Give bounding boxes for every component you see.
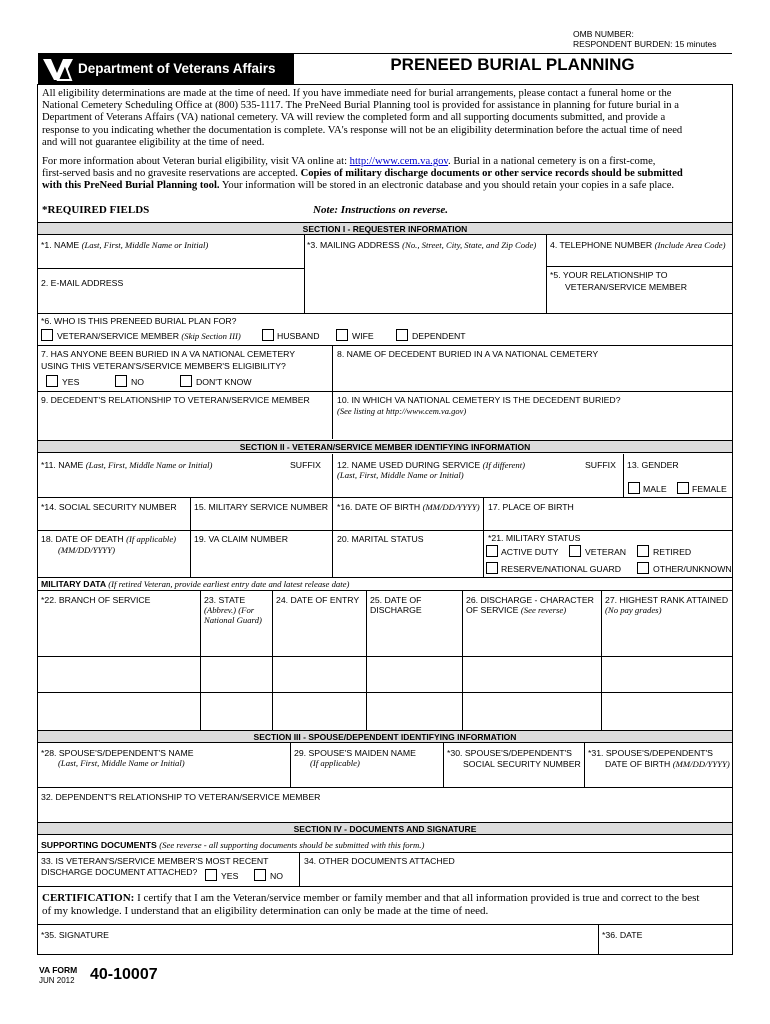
f20-marital-status-input[interactable] bbox=[333, 546, 483, 576]
f5-relationship-input[interactable] bbox=[547, 294, 732, 312]
f6-dependent-label: DEPENDENT bbox=[412, 331, 466, 341]
f14-ssn-input[interactable] bbox=[38, 514, 190, 530]
f21-retired-label: RETIRED bbox=[653, 547, 692, 557]
intro-paragraph-1: All eligibility determinations are made at the time of need. If you have immediate need for burial arrangements, please contact a funeral home or the National Cemetery Scheduling Office at (800) 535-1117. The PreNeed Burial Planning tool is provided for assistance in planning for future burial in a Department of Veterans Affairs (VA) national cemetery. VA will review the completed form and all supporting documents submitted, and provide a response to you indicating whether the documentation is complete. VA's response will not be an eligibility determination before the actual time of need and will not guarantee eligibility at the time of need. bbox=[42, 88, 683, 148]
f19-claim-number-input[interactable] bbox=[191, 546, 332, 576]
va-form-label: VA FORM bbox=[39, 965, 78, 975]
f16-label: *16. DATE OF BIRTH (MM/DD/YYYY) bbox=[337, 502, 480, 512]
f24-label: 24. DATE OF ENTRY bbox=[276, 595, 360, 605]
f6-veteran-label: VETERAN/SERVICE MEMBER (Skip Section III) bbox=[57, 331, 241, 341]
form-title: PRENEED BURIAL PLANNING bbox=[390, 55, 635, 74]
supporting-docs-label: SUPPORTING DOCUMENTS (See reverse - all supporting documents should be submitted with this form.) bbox=[41, 840, 425, 850]
f7-yes-label: YES bbox=[62, 377, 80, 387]
f18-date-of-death-input[interactable] bbox=[38, 557, 190, 576]
f7-dont-know-label: DON'T KNOW bbox=[196, 377, 252, 387]
f16-dob-input[interactable] bbox=[333, 514, 483, 530]
f11-name-input[interactable] bbox=[38, 472, 332, 496]
va-logo-icon bbox=[42, 56, 74, 82]
f33-yes-checkbox[interactable] bbox=[205, 869, 217, 881]
f5-label-b: VETERAN/SERVICE MEMBER bbox=[565, 282, 687, 292]
f9-decedent-relationship-input[interactable] bbox=[38, 408, 332, 438]
respondent-burden: RESPONDENT BURDEN: 15 minutes bbox=[573, 39, 717, 49]
f8-label: 8. NAME OF DECEDENT BURIED IN A VA NATIONAL CEMETERY bbox=[337, 349, 599, 359]
f29-hint: (If applicable) bbox=[310, 758, 360, 768]
f36-label: *36. DATE bbox=[602, 930, 643, 940]
f32-dependent-relationship-input[interactable] bbox=[38, 804, 732, 820]
f21-veteran-label: VETERAN bbox=[585, 547, 627, 557]
f4-telephone-input[interactable] bbox=[547, 252, 732, 266]
f26-label-a: 26. DISCHARGE - CHARACTER bbox=[466, 595, 594, 605]
f35-label: *35. SIGNATURE bbox=[41, 930, 109, 940]
f34-label: 34. OTHER DOCUMENTS ATTACHED bbox=[304, 856, 455, 866]
f30-spouse-ssn-input[interactable] bbox=[444, 771, 584, 786]
f13-male-label: MALE bbox=[643, 484, 667, 494]
f31-label-a: *31. SPOUSE'S/DEPENDENT'S bbox=[588, 748, 713, 758]
f33-label-a: 33. IS VETERAN'S/SERVICE MEMBER'S MOST RECENT bbox=[41, 856, 269, 866]
f7-dont-know-checkbox[interactable] bbox=[180, 375, 192, 387]
f19-label: 19. VA CLAIM NUMBER bbox=[194, 534, 288, 544]
f21-veteran-checkbox[interactable] bbox=[569, 545, 581, 557]
f17-label: 17. PLACE OF BIRTH bbox=[488, 502, 574, 512]
f33-no-checkbox[interactable] bbox=[254, 869, 266, 881]
f21-label: *21. MILITARY STATUS bbox=[488, 533, 581, 543]
f7-no-label: NO bbox=[131, 377, 145, 387]
f36-date-input[interactable] bbox=[599, 942, 732, 954]
f15-label: 15. MILITARY SERVICE NUMBER bbox=[194, 502, 329, 512]
f21-retired-checkbox[interactable] bbox=[637, 545, 649, 557]
section-2-header: SECTION II - VETERAN/SERVICE MEMBER IDENTIFYING INFORMATION bbox=[38, 440, 732, 453]
f11-suffix-label: SUFFIX bbox=[290, 460, 321, 470]
f21-reserve-checkbox[interactable] bbox=[486, 562, 498, 574]
f12-suffix-label: SUFFIX bbox=[585, 460, 616, 470]
f25-label-a: 25. DATE OF bbox=[370, 595, 422, 605]
f8-decedent-name-input[interactable] bbox=[333, 362, 732, 390]
f6-husband-checkbox[interactable] bbox=[262, 329, 274, 341]
f21-active-duty-label: ACTIVE DUTY bbox=[501, 547, 559, 557]
f28-hint: (Last, First, Middle Name or Initial) bbox=[58, 758, 185, 768]
f7-no-checkbox[interactable] bbox=[115, 375, 127, 387]
f22-label: *22. BRANCH OF SERVICE bbox=[41, 595, 151, 605]
f13-label: 13. GENDER bbox=[627, 460, 679, 470]
f29-label: 29. SPOUSE'S MAIDEN NAME bbox=[294, 748, 416, 758]
f7-yes-checkbox[interactable] bbox=[46, 375, 58, 387]
military-data-rows[interactable] bbox=[38, 626, 732, 730]
f26-label-b: OF SERVICE (See reverse) bbox=[466, 605, 567, 615]
f10-cemetery-input[interactable] bbox=[333, 418, 732, 438]
f33-label-b: DISCHARGE DOCUMENT ATTACHED? bbox=[41, 867, 198, 877]
f2-email-input[interactable] bbox=[38, 290, 304, 312]
f18-hint: (MM/DD/YYYY) bbox=[58, 545, 115, 555]
agency-banner bbox=[38, 53, 293, 85]
f21-active-duty-checkbox[interactable] bbox=[486, 545, 498, 557]
f7-label-b: USING THIS VETERAN'S/SERVICE MEMBER'S ELIGIBILITY? bbox=[41, 361, 286, 371]
f23-hint-a: (Abbrev.) (For bbox=[204, 605, 255, 615]
f6-wife-checkbox[interactable] bbox=[336, 329, 348, 341]
omb-number: OMB NUMBER: bbox=[573, 29, 634, 39]
f33-yes-label: YES bbox=[221, 871, 239, 881]
f21-reserve-label: RESERVE/NATIONAL GUARD bbox=[501, 564, 622, 574]
form-number: 40-10007 bbox=[90, 966, 158, 983]
f30-label-a: *30. SPOUSE'S/DEPENDENT'S bbox=[447, 748, 572, 758]
f6-veteran-checkbox[interactable] bbox=[41, 329, 53, 341]
f20-label: 20. MARITAL STATUS bbox=[337, 534, 424, 544]
cem-link[interactable]: http://www.cem.va.gov bbox=[349, 156, 449, 167]
f35-signature-input[interactable] bbox=[38, 942, 598, 954]
f23-label: 23. STATE bbox=[204, 595, 246, 605]
f12-service-name-input[interactable] bbox=[333, 482, 623, 496]
f32-label: 32. DEPENDENT'S RELATIONSHIP TO VETERAN/SERVICE MEMBER bbox=[41, 792, 321, 802]
f17-place-of-birth-input[interactable] bbox=[484, 514, 732, 530]
f4-label: 4. TELEPHONE NUMBER (Include Area Code) bbox=[550, 240, 726, 250]
f6-dependent-checkbox[interactable] bbox=[396, 329, 408, 341]
f11-label: *11. NAME (Last, First, Middle Name or Initial) bbox=[41, 460, 213, 470]
f7-label-a: 7. HAS ANYONE BEEN BURIED IN A VA NATIONAL CEMETERY bbox=[41, 349, 296, 359]
f6-label: *6. WHO IS THIS PRENEED BURIAL PLAN FOR? bbox=[41, 316, 237, 326]
certification-text: CERTIFICATION: I certify that I am the Veteran/service member or family member and that all information provided is true and correct to the best of my knowledge. I understand that an eligibility determination can only be made at the time of need. bbox=[42, 892, 700, 917]
f21-other-checkbox[interactable] bbox=[637, 562, 649, 574]
f3-label: *3. MAILING ADDRESS (No., Street, City, State, and Zip Code) bbox=[307, 240, 537, 250]
section-4-header: SECTION IV - DOCUMENTS AND SIGNATURE bbox=[38, 822, 732, 835]
f33-no-label: NO bbox=[270, 871, 284, 881]
f14-label: *14. SOCIAL SECURITY NUMBER bbox=[41, 502, 177, 512]
intro-paragraph-2: For more information about Veteran burial eligibility, visit VA online at: http://www.cem.va.gov. Burial in a national cemetery is on a first-come, first-served basis and no gravesite reservations are accepted. Copies of military discharge documents or other service records should be submitted with this PreNeed Burial Planning tool. Your information will be stored in an electronic database and you should retain your copies in a safe place. bbox=[42, 156, 683, 192]
f29-maiden-name-input[interactable] bbox=[291, 770, 443, 786]
f23-hint-b: National Guard) bbox=[204, 615, 262, 625]
required-fields-note: *REQUIRED FIELDS bbox=[42, 204, 150, 216]
f28-spouse-name-input[interactable] bbox=[38, 770, 290, 786]
f6-husband-label: HUSBAND bbox=[277, 331, 320, 341]
f30-label-b: SOCIAL SECURITY NUMBER bbox=[463, 759, 581, 769]
f15-service-number-input[interactable] bbox=[191, 514, 332, 530]
f12-hint: (Last, First, Middle Name or Initial) bbox=[337, 470, 464, 480]
f21-other-label: OTHER/UNKNOWN bbox=[653, 564, 732, 574]
f1-label: *1. NAME (Last, First, Middle Name or Initial) bbox=[41, 240, 209, 250]
f10-label: 10. IN WHICH VA NATIONAL CEMETERY IS THE DECEDENT BURIED? bbox=[337, 395, 621, 405]
section-3-header: SECTION III - SPOUSE/DEPENDENT IDENTIFYING INFORMATION bbox=[38, 730, 732, 743]
form-date: JUN 2012 bbox=[39, 976, 75, 985]
agency-name: Department of Veterans Affairs bbox=[78, 61, 276, 76]
f18-label: 18. DATE OF DEATH (If applicable) bbox=[41, 534, 177, 544]
f6-wife-label: WIFE bbox=[352, 331, 374, 341]
f34-other-docs-input[interactable] bbox=[300, 868, 732, 885]
f13-female-checkbox[interactable] bbox=[677, 482, 689, 494]
f27-label: 27. HIGHEST RANK ATTAINED bbox=[605, 595, 729, 605]
f12-label: 12. NAME USED DURING SERVICE (If different) bbox=[337, 460, 526, 470]
f28-label: *28. SPOUSE'S/DEPENDENT'S NAME bbox=[41, 748, 194, 758]
f10-hint: (See listing at http://www.cem.va.gov) bbox=[337, 406, 467, 416]
f3-mailing-address-input[interactable] bbox=[305, 252, 546, 312]
f1-name-input[interactable] bbox=[38, 252, 304, 268]
f31-spouse-dob-input[interactable] bbox=[585, 771, 732, 786]
f13-male-checkbox[interactable] bbox=[628, 482, 640, 494]
f5-label-a: *5. YOUR RELATIONSHIP TO bbox=[550, 270, 668, 280]
f2-label: 2. E-MAIL ADDRESS bbox=[41, 278, 124, 288]
f13-female-label: FEMALE bbox=[692, 484, 727, 494]
military-data-label: MILITARY DATA (If retired Veteran, provide earliest entry date and latest release date) bbox=[41, 579, 350, 589]
f27-hint: (No pay grades) bbox=[605, 605, 662, 615]
f31-label-b: DATE OF BIRTH (MM/DD/YYYY) bbox=[605, 759, 730, 769]
section-1-header: SECTION I - REQUESTER INFORMATION bbox=[38, 222, 732, 235]
f25-label-b: DISCHARGE bbox=[370, 605, 422, 615]
f9-label: 9. DECEDENT'S RELATIONSHIP TO VETERAN/SERVICE MEMBER bbox=[41, 395, 310, 405]
instructions-note: Note: Instructions on reverse. bbox=[313, 204, 449, 216]
